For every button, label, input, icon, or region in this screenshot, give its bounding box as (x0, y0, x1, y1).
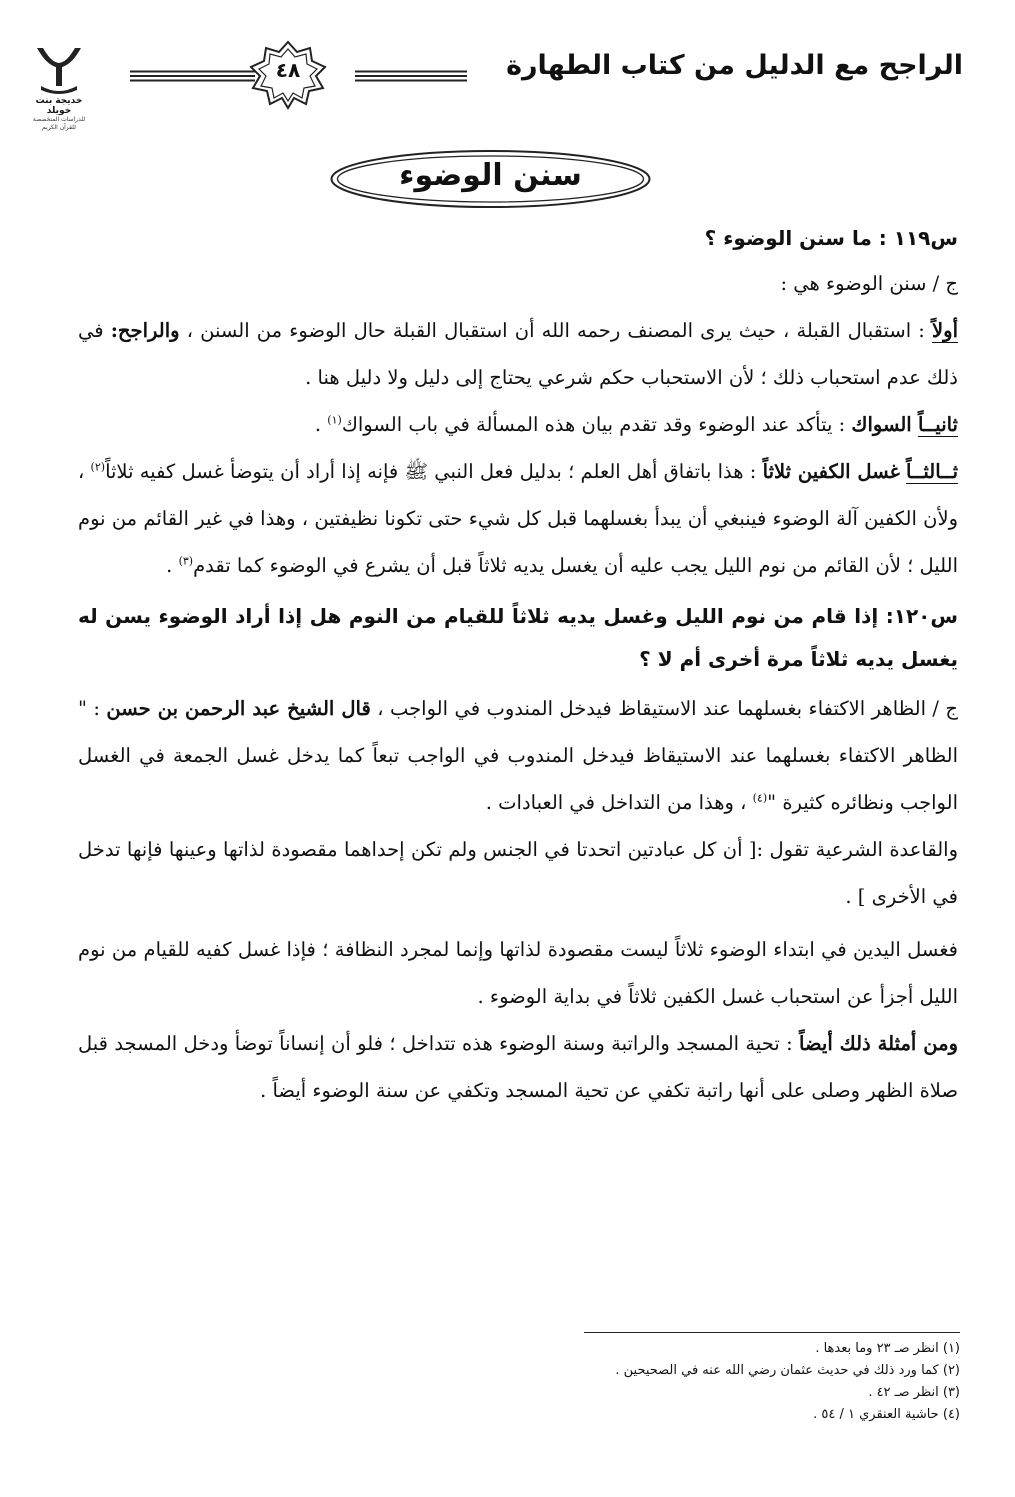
third-text-2: ، ولأن الكفين آلة الوضوء فينبغي أن يبدأ بغسلهما قبل كل شيء حتى تكونا نظيفتين ، وهذا في غير القائم من نوم الليل ؛ لأن القائم من نوم الليل يجب عليه أن يغسل يديه ثلاثاً قبل أن يشرع في الوضوء كما تقدم (78, 460, 959, 577)
examples-label: ومن أمثلة ذلك أيضاً (799, 1032, 958, 1055)
footnote-4: (٤) حاشية العنقري ١ / ٥٤ . (813, 1407, 960, 1422)
third-label: ثــالثــاً (906, 460, 959, 483)
header-rule-right (355, 70, 467, 82)
question-120: س١٢٠: إذا قام من نوم الليل وغسل يديه ثلاثاً للقيام من النوم هل إذا أراد الوضوء يسن له يغسل يديه ثلاثاً مرة أخرى أم لا ؟ (78, 604, 958, 671)
sheikh-label: قال الشيخ عبد الرحمن بن حسن (106, 697, 371, 720)
page-header (18, 30, 968, 131)
second-label: ثانيــاً (917, 413, 958, 436)
footnote-3: (٣) انظر صـ ٤٢ . (868, 1385, 960, 1400)
footnote-ref-4: (٤) (752, 791, 768, 805)
footnotes (520, 1338, 960, 1426)
logo-text: خديجة بنت خويلد (35, 96, 83, 116)
logo-subtext: للدراسات المتخصصة للقرآن الكريم (32, 116, 86, 131)
chapter-title: سنن الوضوء (399, 158, 582, 193)
examples-text: : تحية المسجد والراتبة وسنة الوضوء هذه تتداخل ؛ فلو أن إنساناً توضأ ودخل المسجد قبل صلاة الظهر وصلى على أنها راتبة تكفي عن تحية المسجد وتكفي عن سنة الوضوء أيضاً . (78, 1032, 958, 1102)
second-term: السواك (851, 413, 912, 436)
footnote-ref-1: (١) (327, 413, 342, 427)
logo-emblem-icon (31, 40, 87, 96)
third-text-1: : هذا باتفاق أهل العلم ؛ بدليل فعل النبي ﷺ فإنه إذا أراد أن يتوضأ غسل كفيه ثلاثاً (105, 460, 757, 483)
juristic-rule: والقاعدة الشرعية تقول :[ أن كل عبادتين اتحدتا في الجنس ولم تكن إحداهما مقصودة لذاتها وعينها فإنها تدخل في الأخرى ] . (78, 838, 958, 908)
header-rule-left (130, 70, 255, 82)
answer-120-quote: : " الظاهر الاكتفاء بغسلهما عند الاستيقاظ فيدخل المندوب في الواجب تبعاً كما يدخل غسل الجمعة في الغسل الواجب ونظائره كثيرة " (78, 697, 958, 814)
footnote-separator (584, 1332, 960, 1333)
point-first (78, 307, 958, 401)
question-119: س١١٩ : ما سنن الوضوء ؟ (704, 226, 958, 250)
page-number: ٤٨ (275, 58, 301, 82)
answer-120-text-1: ج / الظاهر الاكتفاء بغسلهما عند الاستيقاظ فيدخل المندوب في الواجب ، (377, 697, 959, 720)
footnote-1: (١) انظر صـ ٢٣ وما بعدها . (815, 1341, 960, 1356)
footnote-ref-2: (٢) (90, 460, 106, 474)
answer-119-intro: ج / سنن الوضوء هي : (780, 272, 958, 295)
second-text: : يتأكد عند الوضوء وقد تقدم بيان هذه المسألة في باب السواك (341, 413, 846, 436)
answer-120-text-3: ، وهذا من التداخل في العبادات . (485, 791, 747, 814)
examples (78, 1020, 958, 1114)
rule-application: فغسل اليدين في ابتداء الوضوء ثلاثاً ليست مقصودة لذاتها وإنما لمجرد النظافة ؛ فإذا غسل كفيه للقيام من نوم الليل أجزأ عن استحباب غسل الكفين ثلاثاً في بداية الوضوء . (78, 938, 958, 1008)
point-second (78, 401, 958, 448)
footnote-2: (٢) كما ورد ذلك في حديث عثمان رضي الله عنه في الصحيحين . (615, 1363, 960, 1378)
second-end: . (314, 413, 328, 436)
third-end: . (166, 554, 179, 577)
third-term: غسل الكفين ثلاثاً (762, 460, 900, 483)
footnote-ref-3: (٣) (178, 554, 194, 568)
first-text: : استقبال القبلة ، حيث يرى المصنف رحمه الله أن استقبال القبلة حال الوضوء من السنن ، (186, 319, 925, 342)
first-label: أولاً (932, 319, 958, 342)
first-text-2: في ذلك عدم استحباب ذلك ؛ لأن الاستحباب حكم شرعي يحتاج إلى دليل ولا دليل هنا . (78, 319, 958, 389)
main-text (78, 215, 958, 1114)
point-third (78, 448, 958, 589)
book-title: الراجح مع الدليل من كتاب الطهارة (506, 50, 963, 81)
publisher-logo (24, 40, 94, 130)
rajih-label: والراجح: (110, 319, 180, 342)
answer-120 (78, 685, 958, 826)
